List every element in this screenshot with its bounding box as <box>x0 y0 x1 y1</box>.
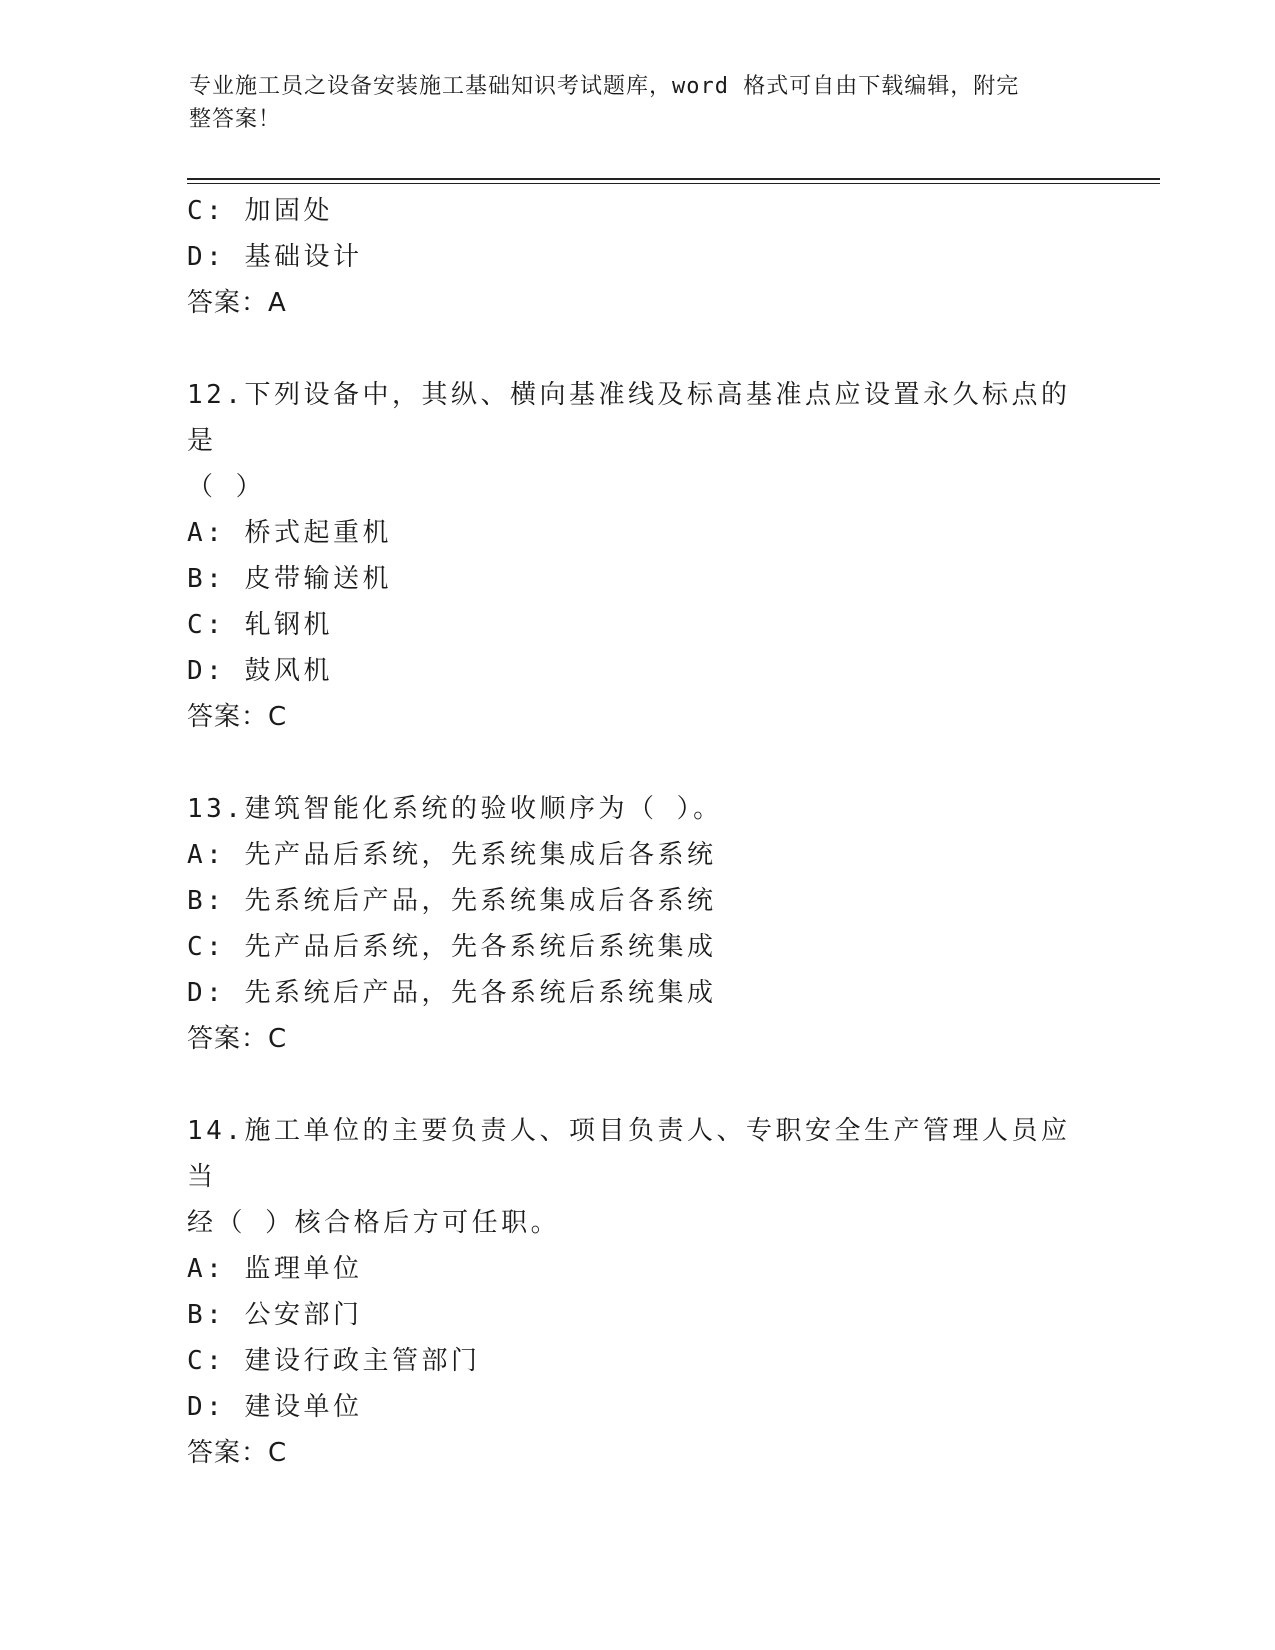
spacer <box>187 326 1087 372</box>
spacer <box>187 740 1087 786</box>
option-d: D: 鼓风机 <box>187 656 333 686</box>
option-a: A: 桥式起重机 <box>187 518 392 548</box>
option-d: D: 建设单位 <box>187 1392 363 1422</box>
option-a: A: 监理单位 <box>187 1254 363 1284</box>
question-12 <box>187 372 1087 740</box>
question-stem-line-2: （ ） <box>187 472 266 502</box>
option-d: D: 先系统后产品，先各系统后系统集成 <box>187 978 717 1008</box>
option-c: C: 先产品后系统，先各系统后系统集成 <box>187 932 717 962</box>
question-stem-line-1: 12.下列设备中，其纵、横向基准线及标高基准点应设置永久标点的是 <box>187 380 1071 456</box>
header-line-1: 专业施工员之设备安装施工基础知识考试题库，word 格式可自由下载编辑，附完 <box>189 74 1020 99</box>
spacer <box>187 1062 1087 1108</box>
option-c: C: 加固处 <box>187 196 333 226</box>
question-14 <box>187 1108 1087 1476</box>
question-stem-line-1: 14.施工单位的主要负责人、项目负责人、专职安全生产管理人员应当 <box>187 1116 1071 1192</box>
header-divider-thick <box>187 178 1160 180</box>
answer-line: 答案：C <box>187 1024 288 1054</box>
header-line-2: 整答案！ <box>189 107 282 132</box>
option-c: C: 轧钢机 <box>187 610 333 640</box>
question-11-tail <box>187 188 1087 326</box>
question-list <box>187 188 1087 1476</box>
question-stem-line-1: 13.建筑智能化系统的验收顺序为（ ）。 <box>187 794 723 824</box>
document-header <box>189 70 1079 136</box>
header-divider-thin <box>187 183 1160 184</box>
option-b: B: 皮带输送机 <box>187 564 392 594</box>
question-13 <box>187 786 1087 1062</box>
answer-line: 答案：A <box>187 288 287 318</box>
answer-line: 答案：C <box>187 1438 288 1468</box>
answer-line: 答案：C <box>187 702 288 732</box>
option-d: D: 基础设计 <box>187 242 363 272</box>
question-stem-line-2: 经（ ）核合格后方可任职。 <box>187 1208 561 1238</box>
option-c: C: 建设行政主管部门 <box>187 1346 481 1376</box>
option-b: B: 公安部门 <box>187 1300 363 1330</box>
option-a: A: 先产品后系统，先系统集成后各系统 <box>187 840 717 870</box>
option-b: B: 先系统后产品，先系统集成后各系统 <box>187 886 717 916</box>
